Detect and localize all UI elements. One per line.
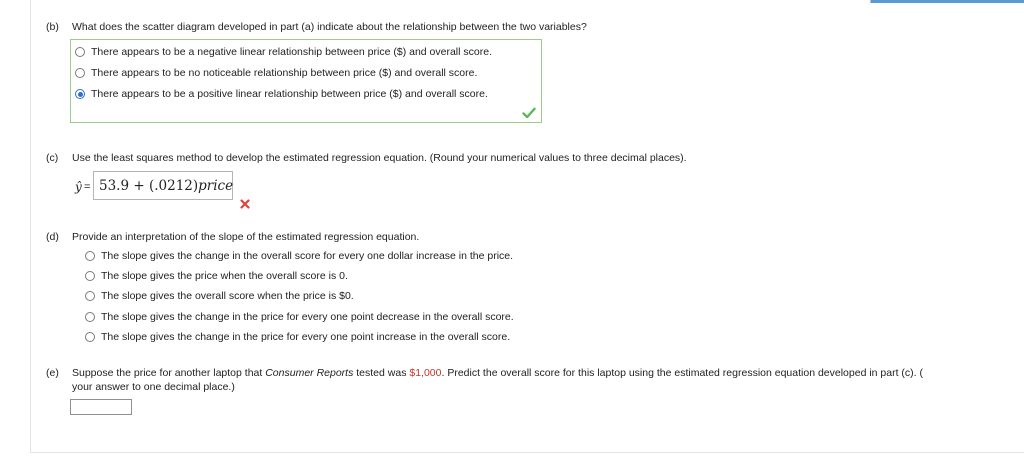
radio-button[interactable] bbox=[75, 47, 85, 57]
option-label: There appears to be no noticeable relationship between price ($) and overall score. bbox=[91, 67, 478, 79]
part-b-question: What does the scatter diagram developed in part (a) indicate about the relationship between the two variables? bbox=[72, 21, 587, 33]
option-label: There appears to be a negative linear relationship between price ($) and overall score. bbox=[91, 46, 492, 58]
part-e-question-line2: your answer to one decimal place.) bbox=[72, 381, 235, 393]
question-text: Suppose the price for another laptop that bbox=[72, 367, 266, 379]
part-b-answer-box bbox=[70, 39, 542, 123]
part-d-option-3[interactable] bbox=[85, 290, 354, 302]
part-d-option-2[interactable] bbox=[85, 270, 348, 282]
part-b-option-3[interactable] bbox=[75, 88, 488, 100]
part-e-label: (e) bbox=[46, 367, 59, 379]
radio-button[interactable] bbox=[85, 291, 95, 301]
publication-name: Consumer Reports bbox=[265, 367, 354, 379]
part-d-option-1[interactable] bbox=[85, 250, 513, 262]
radio-button-selected[interactable] bbox=[75, 89, 85, 99]
radio-button[interactable] bbox=[85, 251, 95, 261]
part-e-question bbox=[72, 367, 923, 379]
part-c-question: Use the least squares method to develop the estimated regression equation. (Round your numerical values to three decimal places). bbox=[72, 152, 687, 164]
price-value: $1,000 bbox=[409, 367, 442, 379]
check-icon bbox=[522, 107, 536, 119]
part-b-option-1[interactable] bbox=[75, 46, 492, 58]
part-c-label: (c) bbox=[46, 152, 59, 164]
option-label: The slope gives the price when the overall score is 0. bbox=[101, 270, 348, 282]
cross-icon bbox=[240, 199, 250, 209]
part-d-label: (d) bbox=[46, 231, 59, 243]
y-hat-symbol: ŷ bbox=[75, 180, 82, 194]
part-b-label: (b) bbox=[46, 21, 59, 33]
top-toolbar-edge bbox=[870, 0, 1024, 3]
option-label: The slope gives the change in the price for every one point decrease in the overall score. bbox=[101, 311, 514, 323]
part-d-option-4[interactable] bbox=[85, 311, 514, 323]
radio-button[interactable] bbox=[85, 312, 95, 322]
part-b-option-2[interactable] bbox=[75, 67, 477, 79]
radio-button[interactable] bbox=[75, 68, 85, 78]
equals-sign: = bbox=[84, 181, 91, 193]
part-d-option-5[interactable] bbox=[85, 331, 510, 343]
part-d-question: Provide an interpretation of the slope of the estimated regression equation. bbox=[72, 231, 420, 243]
question-text: tested was bbox=[353, 367, 410, 379]
radio-button[interactable] bbox=[85, 271, 95, 281]
radio-button[interactable] bbox=[85, 332, 95, 342]
regression-equation-input[interactable] bbox=[93, 171, 233, 200]
option-label: The slope gives the change in the price for every one point increase in the overall score. bbox=[101, 331, 511, 343]
option-label: There appears to be a positive linear relationship between price ($) and overall score. bbox=[91, 88, 488, 100]
option-label: The slope gives the overall score when the price is $0. bbox=[101, 290, 354, 302]
equation-variable: price bbox=[198, 177, 234, 194]
equation-text: 53.9 + (.0212) bbox=[99, 177, 199, 194]
question-text: . Predict the overall score for this laptop using the estimated regression equation developed in part (c). ( bbox=[441, 367, 924, 379]
option-label: The slope gives the change in the overall score for every one dollar increase in the price. bbox=[101, 250, 514, 262]
predicted-score-input[interactable] bbox=[70, 399, 132, 415]
